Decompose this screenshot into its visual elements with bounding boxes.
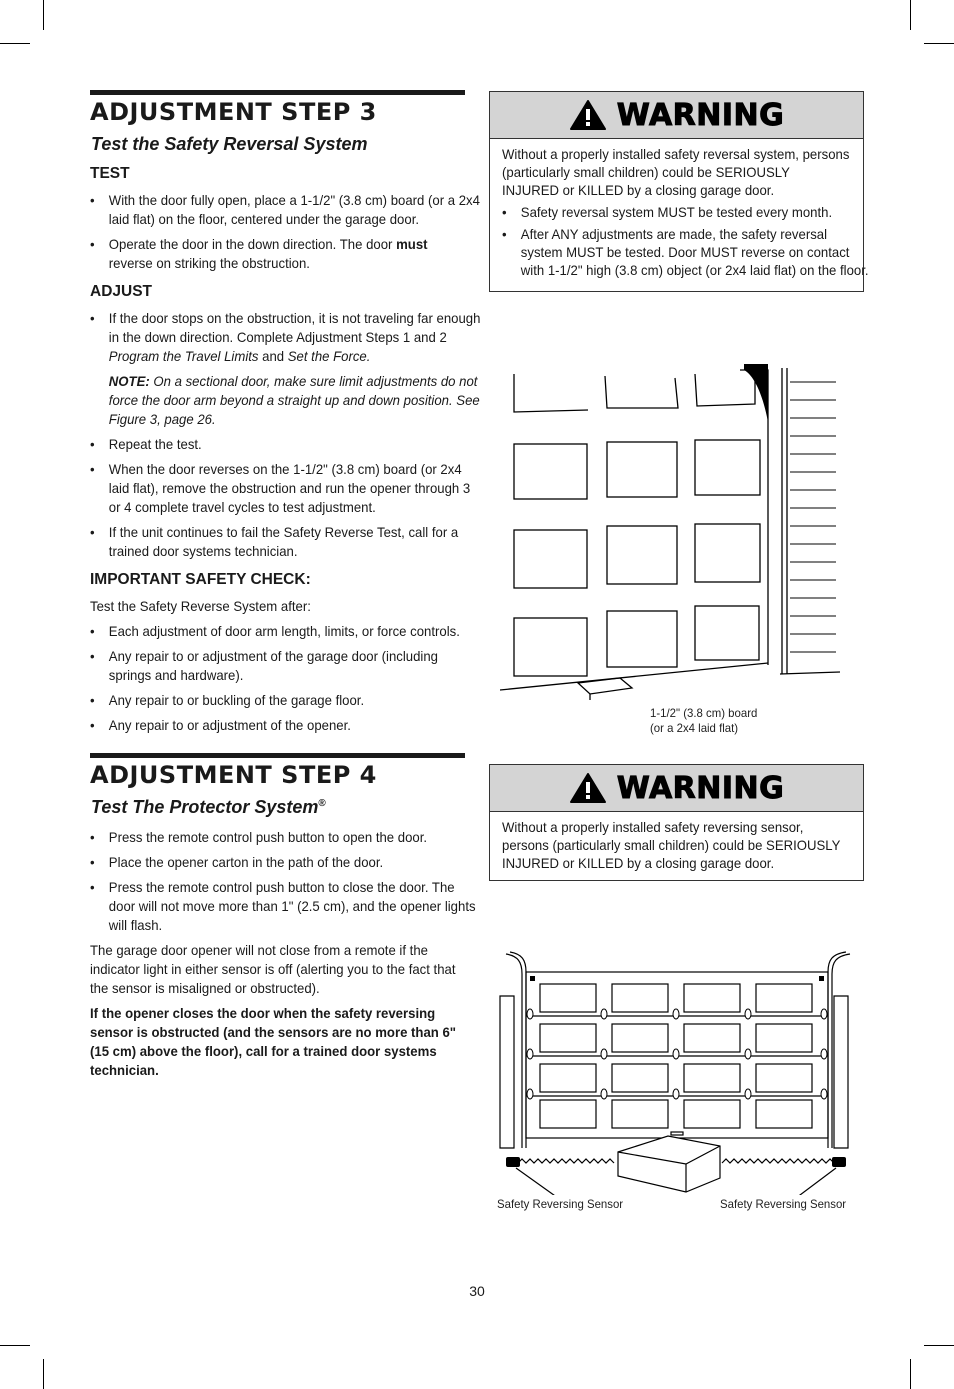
list-item: • Any repair to or adjustment of the opener. bbox=[90, 716, 482, 735]
crop-mark bbox=[910, 0, 911, 30]
board-caption bbox=[650, 706, 757, 736]
warning-triangle-icon bbox=[569, 99, 607, 131]
crop-mark bbox=[0, 1345, 30, 1346]
step4-subtitle bbox=[91, 797, 465, 818]
text-run-italic: Set the Force. bbox=[287, 348, 371, 364]
caption-line: (or a 2x4 laid flat) bbox=[650, 721, 739, 735]
sensor-caption-left: Safety Reversing Sensor bbox=[497, 1197, 624, 1211]
text-run-italic: Program the Travel Limits bbox=[108, 348, 259, 364]
warning-box-1 bbox=[489, 91, 869, 292]
list-item: • Any repair to or buckling of the garage floor. bbox=[90, 691, 482, 710]
list-item: • After ANY adjustments are made, the safety reversal system MUST be tested. Door MUST reverse on contact with 1-1/2" high (3.8 cm) object (or 2x4 laid flat) on the floor. bbox=[502, 225, 869, 279]
warning-text: Without a properly installed safety reversal system, persons (particularly small children) could be SERIOUSLY INJURED or KILLED by a closing garage door. bbox=[502, 146, 850, 198]
step4-title: ADJUSTMENT STEP 4 bbox=[90, 761, 377, 789]
step3-title: ADJUSTMENT STEP 3 bbox=[90, 98, 377, 126]
list-item: • Each adjustment of door arm length, limits, or force controls. bbox=[90, 622, 482, 641]
crop-mark bbox=[910, 1359, 911, 1389]
list-item: • Press the remote control push button to close the door. The door will not move more than 1" (2.5 cm), and the opener lights will flash. bbox=[90, 878, 482, 935]
warning-label: WARNING bbox=[616, 97, 785, 133]
note-text: On a sectional door, make sure limit adjustments do not force the door arm beyond a straight up and down position. See Figure 3, page 26. bbox=[108, 373, 480, 427]
warning-header bbox=[490, 92, 863, 139]
garage-door-sensors-illustration bbox=[496, 950, 856, 1195]
subtitle-text: Test The Protector System bbox=[91, 797, 319, 817]
note bbox=[90, 372, 482, 429]
warning-body bbox=[490, 812, 863, 880]
warning-header bbox=[490, 765, 863, 812]
text-run: If the door stops on the obstruction, it is not traveling far enough in the down direction. Complete Adjustment Steps 1 and 2 bbox=[108, 310, 481, 345]
safety-check-heading: IMPORTANT SAFETY CHECK: bbox=[90, 571, 311, 588]
safety-check-list bbox=[90, 622, 465, 735]
adjust-heading: ADJUST bbox=[90, 283, 153, 300]
test-list bbox=[90, 191, 480, 273]
list-item: • Safety reversal system MUST be tested every month. bbox=[502, 203, 869, 221]
registered-mark: ® bbox=[318, 798, 326, 809]
warning-text: Without a properly installed safety reversing sensor, persons (particularly small children) could be SERIOUSLY INJURED or KILLED by a closing garage door. bbox=[502, 819, 841, 871]
list-item: • Press the remote control push button to open the door. bbox=[90, 828, 482, 847]
text-run-bold: must bbox=[396, 236, 428, 252]
adjust-list-2 bbox=[90, 435, 471, 561]
sensor-caption-right: Safety Reversing Sensor bbox=[720, 1197, 847, 1211]
section-rule bbox=[90, 90, 465, 95]
warning-triangle-icon bbox=[569, 772, 607, 804]
list-item bbox=[90, 235, 482, 273]
warning-box-2 bbox=[489, 764, 864, 881]
list-item: • Repeat the test. bbox=[90, 435, 482, 454]
warning-label: WARNING bbox=[616, 770, 785, 806]
warning-list bbox=[502, 203, 869, 279]
left-column bbox=[90, 90, 481, 1080]
list-item: • When the door reverses on the 1-1/2" (3.8 cm) board (or 2x4 laid flat), remove the obstruction and run the opener through 3 or 4 complete travel cycles to test adjustment. bbox=[90, 460, 482, 517]
list-item: • With the door fully open, place a 1-1/2" (3.8 cm) board (or a 2x4 laid flat) on the floor, centered under the garage door. bbox=[90, 191, 482, 229]
crop-mark bbox=[924, 43, 954, 44]
text-run: and bbox=[258, 348, 288, 364]
crop-mark bbox=[0, 43, 30, 44]
crop-mark bbox=[43, 0, 44, 30]
text-run: Operate the door in the down direction. The door bbox=[108, 236, 397, 252]
step3-subtitle: Test the Safety Reversal System bbox=[91, 134, 368, 154]
note-label: NOTE: bbox=[108, 373, 150, 389]
door-board-illustration bbox=[500, 360, 840, 700]
page-number: 30 bbox=[469, 1283, 485, 1299]
text-run: reverse on striking the obstruction. bbox=[108, 255, 310, 271]
caption-line: 1-1/2" (3.8 cm) board bbox=[650, 706, 758, 720]
list-item: • If the unit continues to fail the Safety Reverse Test, call for a trained door systems technician. bbox=[90, 523, 482, 561]
crop-mark bbox=[43, 1359, 44, 1389]
step4-paragraph: The garage door opener will not close from a remote if the indicator light in either sensor is off (alerting you to the fact that the sensor is misaligned or obstructed). bbox=[90, 942, 456, 996]
warning-body bbox=[490, 139, 869, 291]
safety-check-intro: Test the Safety Reverse System after: bbox=[90, 598, 311, 614]
step4-list bbox=[90, 828, 476, 935]
crop-mark bbox=[924, 1345, 954, 1346]
adjust-list bbox=[90, 309, 481, 366]
door-corner-shadow bbox=[744, 364, 768, 422]
step4-bold-paragraph: If the opener closes the door when the safety reversing sensor is obstructed (and the sensors are no more than 6" (15 cm) above the floor), call for a trained door systems technician. bbox=[90, 1005, 457, 1078]
list-item bbox=[90, 309, 482, 366]
list-item: • Place the opener carton in the path of the door. bbox=[90, 853, 482, 872]
section-rule bbox=[90, 753, 465, 758]
test-heading: TEST bbox=[90, 165, 130, 182]
list-item: • Any repair to or adjustment of the garage door (including springs and hardware). bbox=[90, 647, 482, 685]
